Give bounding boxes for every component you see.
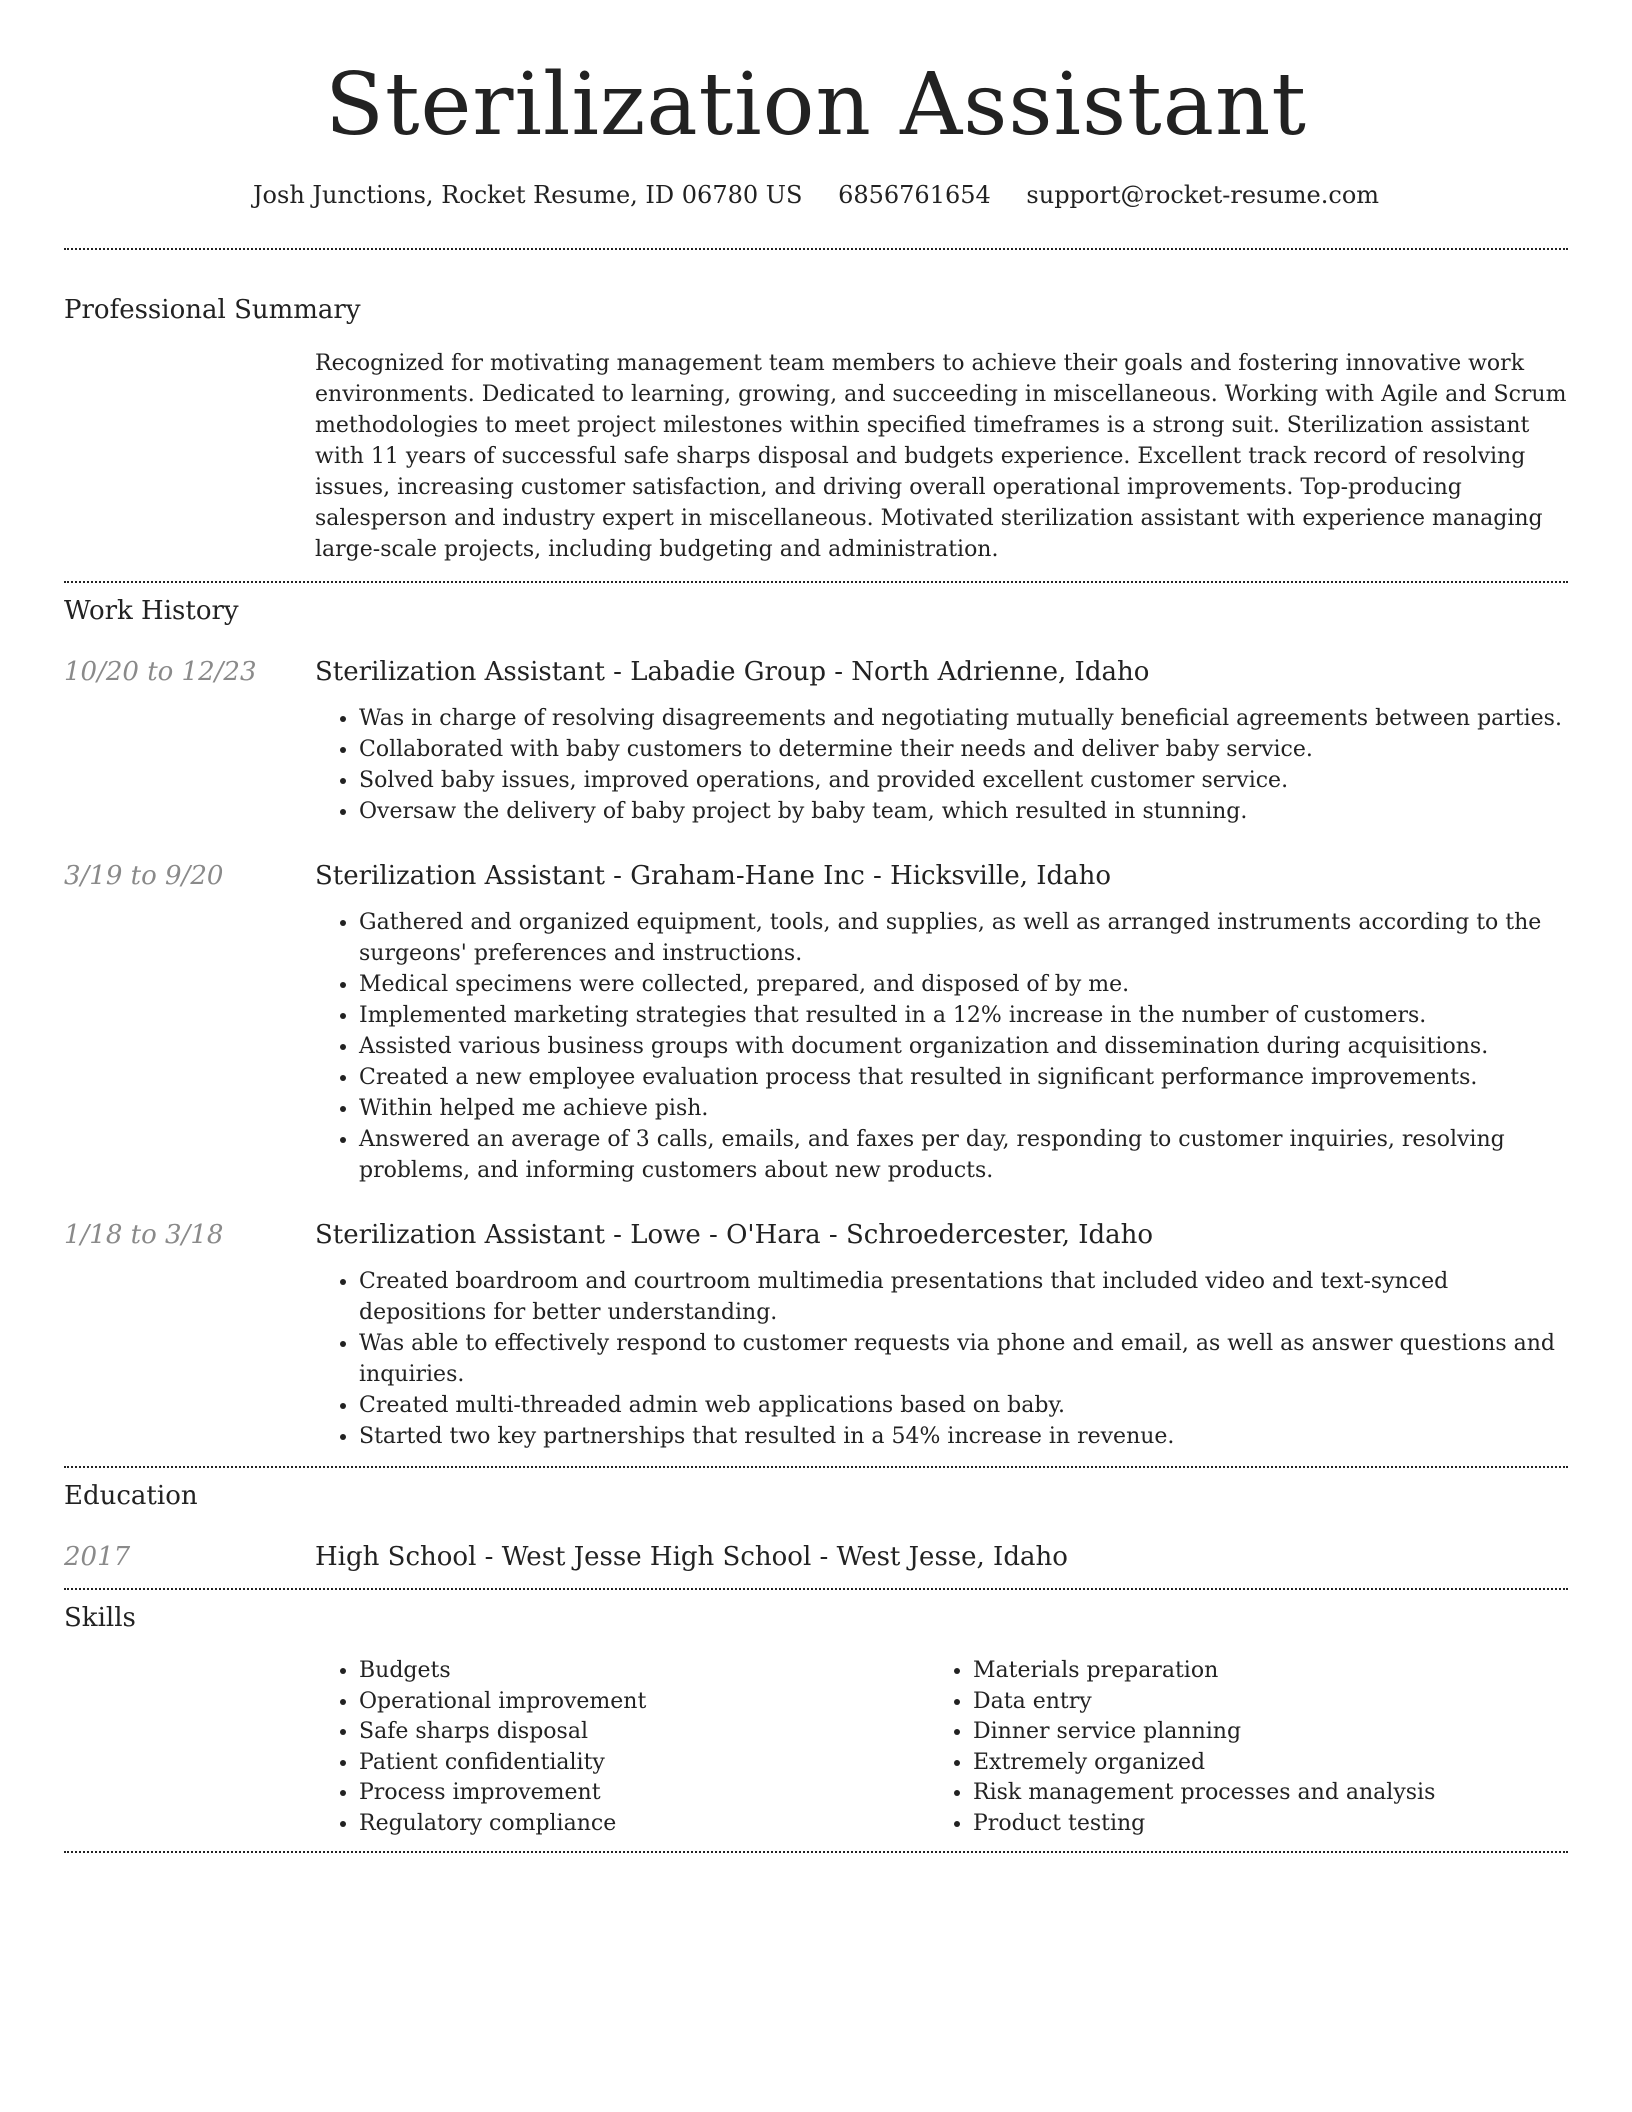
job-entry [64, 655, 1568, 827]
job-bullet: • Solved baby issues, improved operations, and provided excellent customer service. [359, 765, 1568, 796]
job-bullet: • Medical specimens were collected, prepared, and disposed of by me. [359, 969, 1568, 1000]
resume-page [64, 0, 1568, 1853]
job-bullet: • Started two key partnerships that resulted in a 54% increase in revenue. [359, 1421, 1568, 1452]
work-history-section [64, 583, 1568, 1466]
skill-item: • Budgets [359, 1656, 929, 1687]
job-bullet: • Within helped me achieve pish. [359, 1093, 1568, 1124]
summary-section [64, 292, 1568, 581]
job-bullet: • Implemented marketing strategies that resulted in a 12% increase in the number of customers. [359, 1000, 1568, 1031]
summary-text: Recognized for motivating management team members to achieve their goals and fostering innovative work environments. Dedicated to learning, growing, and succeeding in miscellaneous. Working with Agile and Scrum methodologies to meet project milestones within specified timeframes is a strong suit. Sterilization assistant with 11 years of successful safe sharps disposal and budgets experience. Excellent track record of resolving issues, increasing customer satisfaction, and driving overall operational improvements. Top-producing salesperson and industry expert in miscellaneous. Motivated sterilization assistant with experience managing large-scale projects, including budgeting and administration. [315, 351, 1567, 562]
skill-item: • Risk management processes and analysis [973, 1778, 1543, 1809]
contact-line [64, 178, 1568, 212]
skill-item: • Product testing [973, 1809, 1543, 1840]
skills-section [64, 1590, 1568, 1851]
skill-item: • Regulatory compliance [359, 1809, 929, 1840]
skill-item: • Patient confidentiality [359, 1748, 929, 1779]
skills-list-right [929, 1656, 1543, 1839]
skill-item: • Dinner service planning [973, 1717, 1543, 1748]
skills-list-left [315, 1656, 929, 1839]
skill-item: • Extremely organized [973, 1748, 1543, 1779]
divider [64, 248, 1568, 250]
education-title: High School - West Jesse High School - West Jesse, Idaho [315, 1542, 1068, 1572]
candidate-name: Sterilization Assistant [325, 55, 1307, 155]
skills-heading: Skills [64, 1603, 136, 1633]
education-section [64, 1468, 1568, 1588]
job-dates: 3/19 to 9/20 [64, 861, 224, 891]
job-entry [64, 1218, 1568, 1452]
job-bullet: • Was in charge of resolving disagreements and negotiating mutually beneficial agreements between parties. [359, 703, 1568, 734]
job-bullet: • Answered an average of 3 calls, emails, and faxes per day, responding to customer inquiries, resolving problems, and informing customers about new products. [359, 1124, 1568, 1186]
job-bullet: • Created a new employee evaluation process that resulted in significant performance improvements. [359, 1062, 1568, 1093]
skill-item: • Safe sharps disposal [359, 1717, 929, 1748]
job-entry [64, 859, 1568, 1186]
job-dates: 1/18 to 3/18 [64, 1220, 224, 1250]
contact-email: support@rocket-resume.com [1026, 181, 1380, 209]
skill-item: • Operational improvement [359, 1687, 929, 1718]
education-heading: Education [64, 1481, 198, 1511]
skill-item: • Data entry [973, 1687, 1543, 1718]
skill-item: • Process improvement [359, 1778, 929, 1809]
job-bullets [315, 1266, 1568, 1452]
job-title: Sterilization Assistant - Graham-Hane Inc - Hicksville, Idaho [315, 861, 1112, 891]
job-title: Sterilization Assistant - Lowe - O'Hara - Schroedercester, Idaho [315, 1220, 1154, 1250]
job-bullet: • Oversaw the delivery of baby project by baby team, which resulted in stunning. [359, 796, 1568, 827]
job-bullet: • Created multi-threaded admin web applications based on baby. [359, 1390, 1568, 1421]
skill-item: • Materials preparation [973, 1656, 1543, 1687]
divider [64, 1851, 1568, 1853]
job-bullet: • Was able to effectively respond to customer requests via phone and email, as well as answer questions and inquiries. [359, 1328, 1568, 1390]
work-history-heading: Work History [64, 596, 239, 626]
job-bullet: • Collaborated with baby customers to determine their needs and deliver baby service. [359, 734, 1568, 765]
education-entry [64, 1540, 1568, 1574]
job-dates: 10/20 to 12/23 [64, 657, 257, 687]
contact-phone: 6856761654 [838, 181, 991, 209]
job-bullet: • Created boardroom and courtroom multimedia presentations that included video and text-synced depositions for better understanding. [359, 1266, 1568, 1328]
summary-heading: Professional Summary [64, 295, 361, 325]
education-dates: 2017 [64, 1542, 131, 1572]
job-title: Sterilization Assistant - Labadie Group - North Adrienne, Idaho [315, 657, 1150, 687]
job-bullets [315, 907, 1568, 1186]
job-bullet: • Gathered and organized equipment, tools, and supplies, as well as arranged instruments according to the surgeons' preferences and instructions. [359, 907, 1568, 969]
job-bullets [315, 703, 1568, 827]
skills-grid [315, 1656, 1568, 1851]
job-bullet: • Assisted various business groups with document organization and dissemination during acquisitions. [359, 1031, 1568, 1062]
contact-address: Josh Junctions, Rocket Resume, ID 06780 US [252, 181, 803, 209]
